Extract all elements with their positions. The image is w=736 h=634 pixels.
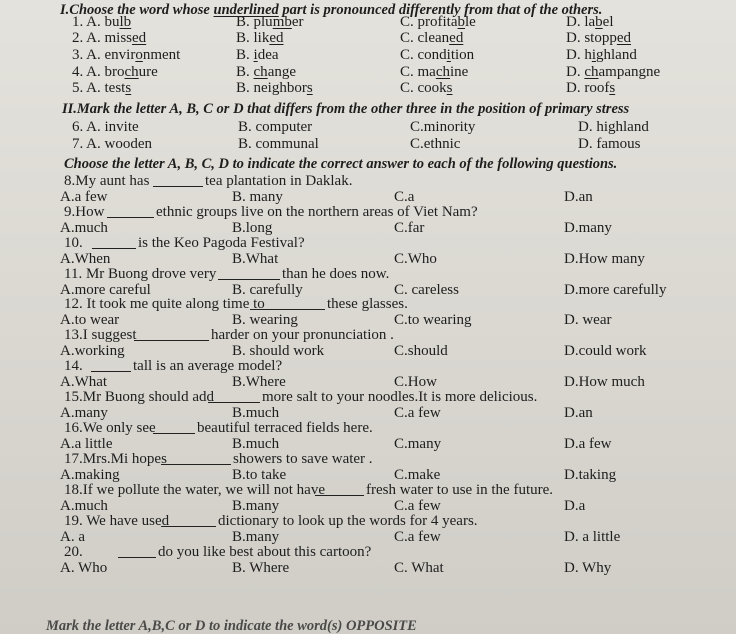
next-section-heading-partial — [0, 618, 736, 634]
option-text-end: ange — [267, 64, 297, 80]
question-text: 12. It took me quite along time to — [64, 296, 265, 312]
option-text: 4. A. bro — [72, 64, 125, 80]
answer-option[interactable] — [236, 47, 279, 64]
underlined-part: ed — [449, 30, 464, 46]
option-text: B. lik — [236, 30, 270, 46]
answer-option[interactable]: B. wearing — [232, 312, 298, 328]
answer-option[interactable]: C.minority — [410, 119, 476, 135]
answer-option[interactable]: C.make — [394, 467, 441, 483]
question-text-end: showers to save water . — [233, 451, 373, 467]
option-text: C. cond — [400, 47, 447, 63]
answer-option[interactable]: A.much — [60, 498, 108, 514]
answer-option[interactable] — [566, 64, 660, 81]
answer-blank[interactable] — [218, 266, 280, 280]
question-text: 10. — [64, 235, 83, 251]
answer-option[interactable]: D.could work — [564, 343, 647, 359]
option-text: D. — [566, 64, 585, 80]
option-text: D. h — [566, 47, 592, 63]
question-text-end: is the Keo Pagoda Festival? — [138, 235, 305, 251]
underlined-part: s — [446, 80, 453, 96]
answer-option[interactable]: B.Where — [232, 374, 286, 390]
question-stem — [0, 420, 736, 437]
answer-option[interactable]: B.many — [232, 498, 280, 514]
answer-option[interactable]: B. carefully — [232, 282, 303, 298]
answer-option[interactable]: C.should — [394, 343, 448, 359]
answer-option[interactable]: A.When — [60, 251, 111, 267]
answer-option[interactable]: A.What — [60, 374, 108, 390]
option-text: C. clean — [400, 30, 450, 46]
section-3-heading — [0, 156, 736, 173]
answer-option[interactable] — [72, 80, 131, 97]
pronunciation-question-row — [0, 64, 736, 81]
question-stem — [0, 266, 736, 283]
option-text: B. — [236, 64, 254, 80]
heading-underlined: underlined — [213, 2, 279, 18]
option-text-end: ure — [138, 64, 158, 80]
question-stem — [0, 173, 736, 190]
underlined-part: ch — [253, 64, 268, 80]
next-section-heading-text: Mark the letter A,B,C or D to indicate the word(s) OPPOSITE — [46, 618, 417, 634]
option-text-end: le — [465, 14, 476, 30]
underlined-part: mb — [272, 14, 292, 30]
answer-option[interactable] — [400, 47, 474, 64]
answer-option[interactable]: C.a few — [394, 498, 441, 514]
answer-option[interactable]: C.to wearing — [394, 312, 472, 328]
answer-option[interactable]: B.much — [232, 405, 280, 421]
option-text: 1. A. bu — [72, 14, 120, 30]
question-text: 8.My aunt has — [64, 173, 150, 189]
underlined-part: ch — [435, 64, 451, 80]
question-stem — [0, 544, 736, 561]
answer-option[interactable] — [236, 30, 284, 47]
answer-option[interactable]: C.Who — [394, 251, 437, 267]
option-text: 2. A. miss — [72, 30, 133, 46]
answer-option[interactable]: C.far — [394, 220, 425, 236]
question-stem — [0, 327, 736, 344]
underlined-part: o — [135, 47, 143, 63]
underlined-part: lb — [119, 14, 132, 30]
question-text: 17.Mrs.Mi hopes — [64, 451, 167, 467]
answer-blank[interactable] — [153, 420, 195, 434]
answer-option[interactable]: B.many — [232, 529, 280, 545]
underlined-part: s — [609, 80, 616, 96]
answer-option[interactable] — [236, 80, 313, 97]
answer-option[interactable]: C.ethnic — [410, 136, 461, 152]
stress-question-row — [0, 119, 736, 136]
option-text: C. ma — [400, 64, 436, 80]
option-text: 5. A. test — [72, 80, 126, 96]
question-text-end: ethnic groups live on the northern areas of Viet Nam? — [156, 204, 478, 220]
option-text: C. cook — [400, 80, 447, 96]
answer-option[interactable] — [72, 47, 180, 64]
answer-option[interactable] — [566, 80, 615, 97]
answer-option[interactable]: D. a little — [564, 529, 621, 545]
answer-option[interactable]: B.much — [232, 436, 280, 452]
underlined-part: ch — [124, 64, 139, 80]
question-text-end: dictionary to look up the words for 4 years. — [218, 513, 478, 529]
question-text-end: tea plantation in Daklak. — [205, 173, 353, 189]
heading-text-end: part is pronounced differently from that of the others. — [278, 2, 603, 18]
answer-blank[interactable] — [134, 327, 209, 341]
heading-text: I.Choose the word whose — [60, 2, 214, 18]
question-stem — [0, 389, 736, 406]
question-text: 11. Mr Buong drove very — [64, 266, 217, 282]
answer-option[interactable] — [400, 30, 463, 47]
answer-option[interactable]: C.a few — [394, 529, 441, 545]
answer-blank[interactable] — [161, 513, 216, 527]
answer-option[interactable]: A.making — [60, 467, 120, 483]
option-text: B. — [236, 47, 254, 63]
answer-blank[interactable] — [161, 451, 231, 465]
question-stem — [0, 235, 736, 252]
question-text: 15.Mr Buong should add — [64, 389, 214, 405]
question-text-end: these glasses. — [327, 296, 408, 312]
option-text: D. stopp — [566, 30, 617, 46]
section-2-heading — [0, 101, 736, 118]
answer-blank[interactable] — [208, 389, 260, 403]
question-text: 20. — [64, 544, 83, 560]
answer-blank[interactable] — [315, 482, 364, 496]
option-text-end: tion — [450, 47, 475, 63]
answer-option[interactable] — [566, 30, 631, 47]
answer-option[interactable]: D.How many — [564, 251, 645, 267]
answer-option[interactable]: 7. A. wooden — [72, 136, 152, 152]
question-text-end: fresh water to use in the future. — [366, 482, 554, 498]
answer-option[interactable]: A. Who — [60, 560, 108, 576]
answer-option[interactable]: D.many — [564, 220, 612, 236]
answer-option[interactable]: D.more carefully — [564, 282, 667, 298]
answer-option[interactable]: D. famous — [578, 136, 641, 152]
answer-option[interactable]: A.many — [60, 405, 108, 421]
pronunciation-question-row — [0, 47, 736, 64]
answer-option[interactable]: A. a — [60, 529, 85, 545]
underlined-part: ed — [616, 30, 632, 46]
underlined-part: i — [446, 47, 451, 63]
question-stem — [0, 204, 736, 221]
underlined-part: b — [595, 14, 603, 30]
answer-option[interactable] — [72, 14, 131, 31]
section-3-heading-text: Choose the letter A, B, C, D to indicate the correct answer to each of the following questions. — [64, 156, 618, 172]
pronunciation-question-row — [0, 80, 736, 97]
answer-option[interactable]: C.How — [394, 374, 437, 390]
answer-option[interactable]: C.a — [394, 189, 415, 205]
answer-option[interactable]: D.an — [564, 189, 593, 205]
option-text-end: ine — [450, 64, 469, 80]
underlined-part: ed — [269, 30, 284, 46]
answer-option[interactable] — [72, 64, 158, 81]
question-text: 16.We only see — [64, 420, 156, 436]
option-text-end: nment — [142, 47, 181, 63]
question-stem — [0, 296, 736, 313]
question-text: 14. — [64, 358, 83, 374]
answer-blank[interactable] — [107, 204, 154, 218]
option-text-end: ghland — [596, 47, 637, 63]
answer-option[interactable] — [400, 14, 476, 31]
answer-option[interactable] — [566, 47, 637, 64]
answer-option[interactable]: B. Where — [232, 560, 290, 576]
answer-option[interactable]: B. should work — [232, 343, 325, 359]
option-text: C. profita — [400, 14, 458, 30]
answer-blank[interactable] — [118, 544, 156, 558]
option-text: 3. A. envir — [72, 47, 136, 63]
underlined-part: b — [457, 14, 465, 30]
answer-option[interactable]: C. What — [394, 560, 444, 576]
question-stem — [0, 451, 736, 468]
question-text-end: do you like best about this cartoon? — [158, 544, 372, 560]
answer-option[interactable] — [236, 64, 296, 81]
option-text: B. plu — [236, 14, 273, 30]
answer-blank[interactable] — [91, 358, 131, 372]
answer-option[interactable]: A.to wear — [60, 312, 120, 328]
answer-option[interactable]: B. communal — [238, 136, 319, 152]
underlined-part: i — [253, 47, 258, 63]
pronunciation-question-row — [0, 30, 736, 47]
question-stem — [0, 513, 736, 530]
stress-question-row — [0, 136, 736, 153]
answer-option[interactable]: B.What — [232, 251, 279, 267]
answer-option[interactable]: C.many — [394, 436, 442, 452]
answer-option[interactable]: D.taking — [564, 467, 617, 483]
answer-option[interactable]: D.a few — [564, 436, 612, 452]
answer-option[interactable]: D.an — [564, 405, 593, 421]
question-stem — [0, 358, 736, 375]
pronunciation-question-row — [0, 14, 736, 31]
answer-blank[interactable] — [250, 296, 325, 310]
option-text-end: dea — [257, 47, 279, 63]
answer-option[interactable]: D. wear — [564, 312, 612, 328]
question-text: 13.I suggest — [64, 327, 137, 343]
question-text-end: more salt to your noodles.It is more delicious. — [262, 389, 538, 405]
answer-option[interactable] — [400, 64, 468, 81]
section-2-heading-text: II.Mark the letter A, B, C or D that differs from the other three in the position of primary stress — [62, 101, 630, 117]
question-text-end: harder on your pronunciation . — [211, 327, 394, 343]
option-text-end: el — [602, 14, 614, 30]
underlined-part: ed — [132, 30, 147, 46]
option-text-end: er — [291, 14, 304, 30]
answer-option[interactable]: C. careless — [394, 282, 459, 298]
answer-option[interactable]: 6. A. invite — [72, 119, 139, 135]
option-text: D. roof — [566, 80, 610, 96]
options-row — [0, 560, 736, 577]
question-text-end: tall is an average model? — [133, 358, 283, 374]
answer-option[interactable]: B. many — [232, 189, 283, 205]
question-stem — [0, 482, 736, 499]
underlined-part: i — [591, 47, 597, 63]
question-text-end: than he does now. — [282, 266, 390, 282]
option-text: B. neighbor — [236, 80, 307, 96]
answer-option[interactable]: D. Why — [564, 560, 612, 576]
question-text: 18.If we pollute the water, we will not have — [64, 482, 325, 498]
answer-option[interactable]: B.to take — [232, 467, 287, 483]
answer-option[interactable]: C.a few — [394, 405, 441, 421]
answer-option[interactable]: D. highland — [578, 119, 649, 135]
answer-option[interactable]: A.more careful — [60, 282, 151, 298]
question-text: 9.How — [64, 204, 105, 220]
answer-option[interactable]: B. computer — [238, 119, 313, 135]
question-text: 19. We have used — [64, 513, 170, 529]
question-text-end: beautiful terraced fields here. — [197, 420, 373, 436]
underlined-part: s — [306, 80, 313, 96]
answer-option[interactable]: D.a — [564, 498, 586, 514]
answer-option[interactable]: A.much — [60, 220, 108, 236]
option-text-end: ampangne — [598, 64, 661, 80]
answer-blank[interactable] — [92, 235, 136, 249]
answer-option[interactable]: A.a little — [60, 436, 113, 452]
answer-blank[interactable] — [153, 173, 203, 187]
answer-option[interactable]: B.long — [232, 220, 273, 236]
answer-option[interactable] — [236, 14, 304, 31]
underlined-part: ch — [584, 64, 599, 80]
answer-option[interactable]: A.a few — [60, 189, 108, 205]
answer-option[interactable] — [400, 80, 453, 97]
answer-option[interactable]: D.How much — [564, 374, 645, 390]
underlined-part: s — [125, 80, 132, 96]
answer-option[interactable] — [566, 14, 614, 31]
option-text: D. la — [566, 14, 596, 30]
answer-option[interactable] — [72, 30, 146, 47]
answer-option[interactable]: A.working — [60, 343, 125, 359]
